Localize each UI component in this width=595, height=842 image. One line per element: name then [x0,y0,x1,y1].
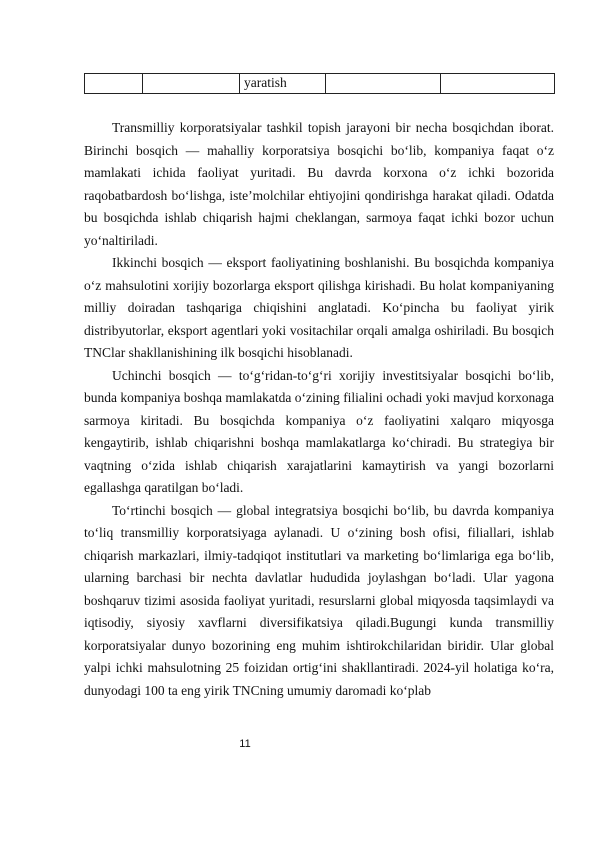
table-cell [85,74,143,94]
table-fragment [84,73,555,94]
document-body [84,117,554,702]
paragraph-stage-two: Ikkinchi bosqich — eksport faoliyatining boshlanishi. Bu bosqichda kompaniya o‘z mahsulotini xorijiy bozorlarga eksport qilishga kirishadi. Bu holat kompaniyaning milliy doiradan tashqariga chiqishini anglatadi. Ko‘pincha bu faoliyat yirik distribyutorlar, eksport agentlari yoki vositachilar orqali amalga oshiriladi. Bu bosqich TNClar shakllanishining ilk bosqichi hisoblanadi. [84,255,554,360]
table-cell [143,74,240,94]
page-number: 11 [239,738,251,750]
table-cell [326,74,441,94]
paragraph-stage-three: Uchinchi bosqich — to‘g‘ridan-to‘g‘ri xorijiy investitsiyalar bosqichi bo‘lib, bunda kompaniya boshqa mamlakatda o‘zining filialini ochadi yoki mavjud korxonaga sarmoya kiritadi. Bu bosqichda kompaniya o‘z faoliyatini xalqaro miqyosga kengaytirib, ishlab chiqarishni boshqa mamlakatlarga ko‘chiradi. Bu strategiya bir vaqtning o‘zida ishlab chiqarish xarajatlarini kamaytirish va yangi bozorlarni egallashga qaratilgan bo‘ladi. [84,367,554,495]
paragraph-stage-one: Transmilliy korporatsiyalar tashkil topish jarayoni bir necha bosqichdan iborat. Birinchi bosqich — mahalliy korporatsiya bosqichi bo‘lib, kompaniya faqat o‘z mamlakati ichida faoliyat yuritadi. Bu davrda korxona o‘z ichki bozorida raqobatbardosh bo‘lishga, iste’molchilar ehtiyojini qondirishga harakat qiladi. Odatda bu bosqichda ishlab chiqarish hajmi cheklangan, sarmoya faqat ichki bozor uchun yo‘naltiriladi. [84,120,554,248]
table-cell: yaratish [240,74,326,94]
table-cell [441,74,555,94]
paragraph-stage-four: To‘rtinchi bosqich — global integratsiya bosqichi bo‘lib, bu davrda kompaniya to‘liq transmilliy korporatsiyaga aylanadi. U o‘zining bosh ofisi, filiallari, ishlab chiqarish markazlari, ilmiy-tadqiqot institutlari va marketing bo‘limlariga ega bo‘lib, ularning barchasi bir nechta davlatlar hududida joylashgan bo‘ladi. Ular yagona boshqaruv tizimi asosida faoliyat yuritadi, resurslarni global miqyosda taqsimlaydi va iqtisodiy, siyosiy xavflarni diversifikatsiya qiladi.Bugungi kunda transmilliy korporatsiyalar dunyo bozorining eng muhim ishtirokchilaridan biridir. Ular global yalpi ichki mahsulotning 25 foizidan ortig‘ini shakllantiradi. 2024-yil holatiga ko‘ra, dunyodagi 100 ta eng yirik TNCning umumiy daromadi ko‘plab [84,502,554,698]
table-row [85,74,555,94]
